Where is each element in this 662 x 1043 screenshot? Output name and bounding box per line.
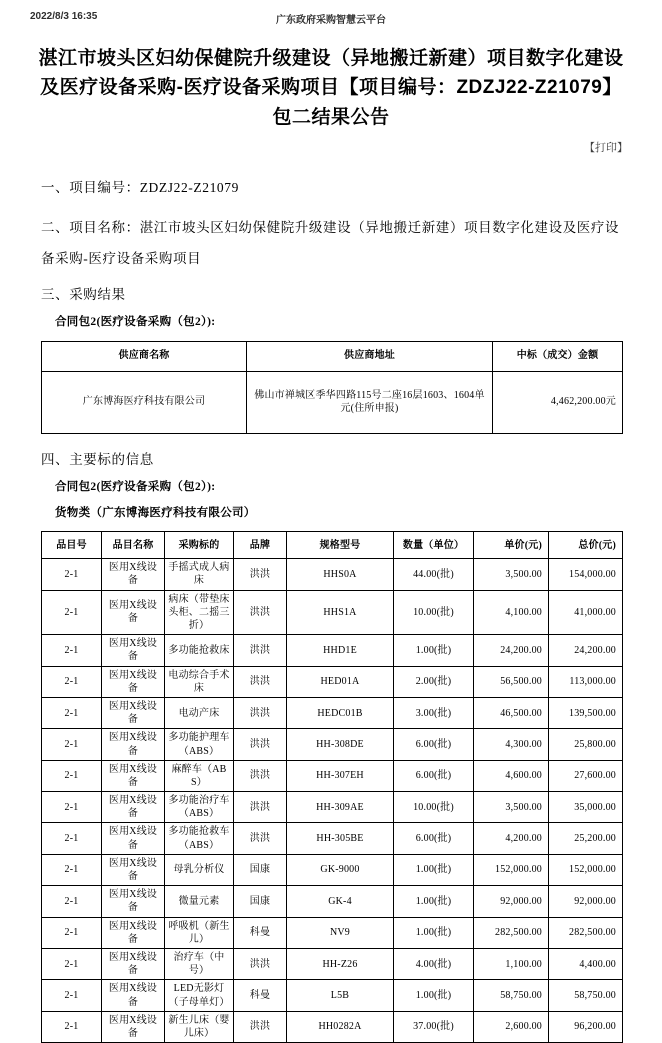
table-cell: 58,750.00 xyxy=(474,980,549,1011)
table-cell: 麻醉车（ABS） xyxy=(165,760,234,791)
header-cell: 采购标的 xyxy=(165,532,234,559)
table-cell: 洪洪 xyxy=(234,697,287,728)
table-cell: HHD1E xyxy=(287,635,394,666)
table-cell: 4,300.00 xyxy=(474,729,549,760)
section-project-number: 一、项目编号：ZDZJ22-Z21079 xyxy=(41,180,239,196)
header-cell: 供应商名称 xyxy=(42,341,247,371)
announcement-body xyxy=(0,178,662,1043)
goods-class-line: 货物类（广东博海医疗科技有限公司） xyxy=(55,507,256,519)
table-cell: HEDC01B xyxy=(287,697,394,728)
table-row xyxy=(42,760,623,791)
table-cell: 国康 xyxy=(234,854,287,885)
table-cell: 医用X线设备 xyxy=(102,886,165,917)
table-cell: 25,200.00 xyxy=(549,823,623,854)
table-cell: 2-1 xyxy=(42,559,102,590)
contract-package-result-line: 合同包2(医疗设备采购（包2）): xyxy=(55,316,216,329)
table-cell: 多功能治疗车（ABS） xyxy=(165,792,234,823)
table-cell: 洪洪 xyxy=(234,559,287,590)
table-cell: 2-1 xyxy=(42,666,102,697)
table-cell: 92,000.00 xyxy=(474,886,549,917)
table-cell: 2,600.00 xyxy=(474,1011,549,1042)
table-cell: 6.00(批) xyxy=(394,729,474,760)
items-table xyxy=(41,531,623,1043)
table-row xyxy=(42,371,623,433)
table-cell: 2-1 xyxy=(42,729,102,760)
platform-title: 广东政府采购智慧云平台 xyxy=(276,15,386,26)
print-header-bar xyxy=(0,0,662,26)
table-cell: 洪洪 xyxy=(234,666,287,697)
table-cell: 10.00(批) xyxy=(394,792,474,823)
table-cell: 4,400.00 xyxy=(549,948,623,979)
table-cell: 2-1 xyxy=(42,917,102,948)
header-row xyxy=(42,341,623,371)
table-cell: 洪洪 xyxy=(234,823,287,854)
table-cell: 2.00(批) xyxy=(394,666,474,697)
table-cell: 微量元素 xyxy=(165,886,234,917)
table-cell: 2-1 xyxy=(42,792,102,823)
header-row xyxy=(42,532,623,559)
table-cell: 佛山市禅城区季华四路115号二座16层1603、1604单元(住所申报) xyxy=(247,371,493,433)
table-cell: 282,500.00 xyxy=(474,917,549,948)
table-cell: 24,200.00 xyxy=(474,635,549,666)
table-cell: 2-1 xyxy=(42,1011,102,1042)
table-cell: 广东博海医疗科技有限公司 xyxy=(42,371,247,433)
table-cell: 1,100.00 xyxy=(474,948,549,979)
table-cell: NV9 xyxy=(287,917,394,948)
header-cell: 总价(元) xyxy=(549,532,623,559)
table-cell: GK-9000 xyxy=(287,854,394,885)
table-cell: 56,500.00 xyxy=(474,666,549,697)
table-cell: HHS1A xyxy=(287,590,394,635)
table-cell: 6.00(批) xyxy=(394,760,474,791)
table-cell: 1.00(批) xyxy=(394,917,474,948)
table-row xyxy=(42,666,623,697)
table-cell: 282,500.00 xyxy=(549,917,623,948)
header-cell: 中标（成交）金额 xyxy=(493,341,623,371)
page-title: 湛江市坡头区妇幼保健院升级建设（异地搬迁新建）项目数字化建设及医疗设备采购-医疗设备采购项目【项目编号：ZDZJ22-Z21079】包二结果公告 xyxy=(38,48,624,128)
table-cell: GK-4 xyxy=(287,886,394,917)
table-cell: 46,500.00 xyxy=(474,697,549,728)
table-cell: HH-309AE xyxy=(287,792,394,823)
table-cell: 2-1 xyxy=(42,948,102,979)
print-button[interactable]: 【打印】 xyxy=(584,142,628,155)
table-cell: 4,200.00 xyxy=(474,823,549,854)
header-cell: 数量（单位） xyxy=(394,532,474,559)
table-cell: 科曼 xyxy=(234,980,287,1011)
table-cell: 洪洪 xyxy=(234,1011,287,1042)
table-row xyxy=(42,590,623,635)
table-cell: 37.00(批) xyxy=(394,1011,474,1042)
header-cell: 品目号 xyxy=(42,532,102,559)
table-row xyxy=(42,917,623,948)
table-cell: 2-1 xyxy=(42,590,102,635)
table-cell: 152,000.00 xyxy=(549,854,623,885)
contract-package-subject-line: 合同包2(医疗设备采购（包2）): xyxy=(55,480,216,493)
table-cell: 1.00(批) xyxy=(394,886,474,917)
table-cell: 3,500.00 xyxy=(474,559,549,590)
table-row xyxy=(42,886,623,917)
table-cell: 洪洪 xyxy=(234,729,287,760)
table-cell: HH-Z26 xyxy=(287,948,394,979)
table-row xyxy=(42,792,623,823)
table-cell: 医用X线设备 xyxy=(102,559,165,590)
table-cell: 2-1 xyxy=(42,635,102,666)
table-cell: 多功能护理车（ABS） xyxy=(165,729,234,760)
table-cell: 母乳分析仪 xyxy=(165,854,234,885)
table-cell: 手摇式成人病床 xyxy=(165,559,234,590)
header-cell: 单价(元) xyxy=(474,532,549,559)
table-row xyxy=(42,1011,623,1042)
table-cell: 27,600.00 xyxy=(549,760,623,791)
table-cell: 医用X线设备 xyxy=(102,729,165,760)
table-cell: 152,000.00 xyxy=(474,854,549,885)
table-cell: 4.00(批) xyxy=(394,948,474,979)
table-cell: 2-1 xyxy=(42,980,102,1011)
table-cell: 电动综合手术床 xyxy=(165,666,234,697)
table-cell: 洪洪 xyxy=(234,792,287,823)
table-cell: 科曼 xyxy=(234,917,287,948)
table-cell: HH0282A xyxy=(287,1011,394,1042)
table-cell: 2-1 xyxy=(42,886,102,917)
table-cell: 病床（带垫床头柜、二摇三折） xyxy=(165,590,234,635)
table-cell: 医用X线设备 xyxy=(102,980,165,1011)
section-result-heading: 三、采购结果 xyxy=(41,287,126,302)
table-cell: 3,500.00 xyxy=(474,792,549,823)
table-cell: 35,000.00 xyxy=(549,792,623,823)
table-cell: 医用X线设备 xyxy=(102,760,165,791)
table-cell: 2-1 xyxy=(42,854,102,885)
table-cell: 洪洪 xyxy=(234,760,287,791)
table-cell: 医用X线设备 xyxy=(102,590,165,635)
header-cell: 品牌 xyxy=(234,532,287,559)
table-cell: LED无影灯（子母单灯） xyxy=(165,980,234,1011)
table-cell: 国康 xyxy=(234,886,287,917)
header-cell: 规格型号 xyxy=(287,532,394,559)
table-cell: HH-307EH xyxy=(287,760,394,791)
table-cell: 医用X线设备 xyxy=(102,1011,165,1042)
table-cell: 44.00(批) xyxy=(394,559,474,590)
table-cell: 154,000.00 xyxy=(549,559,623,590)
table-cell: 电动产床 xyxy=(165,697,234,728)
table-row xyxy=(42,697,623,728)
table-row xyxy=(42,854,623,885)
header-cell: 供应商地址 xyxy=(247,341,493,371)
table-cell: 139,500.00 xyxy=(549,697,623,728)
supplier-table xyxy=(41,341,623,434)
table-cell: 多功能抢救床 xyxy=(165,635,234,666)
table-cell: HED01A xyxy=(287,666,394,697)
table-cell: 多功能抢救车（ABS） xyxy=(165,823,234,854)
table-cell: 6.00(批) xyxy=(394,823,474,854)
table-cell: 洪洪 xyxy=(234,948,287,979)
table-row xyxy=(42,729,623,760)
table-cell: 医用X线设备 xyxy=(102,635,165,666)
table-cell: 新生儿床（婴儿床） xyxy=(165,1011,234,1042)
table-row xyxy=(42,823,623,854)
table-cell: 2-1 xyxy=(42,760,102,791)
header-cell: 品目名称 xyxy=(102,532,165,559)
table-cell: 113,000.00 xyxy=(549,666,623,697)
table-cell: 4,100.00 xyxy=(474,590,549,635)
table-cell: 呼吸机（新生儿） xyxy=(165,917,234,948)
table-cell: 10.00(批) xyxy=(394,590,474,635)
table-cell: 治疗车（中号） xyxy=(165,948,234,979)
table-cell: HHS0A xyxy=(287,559,394,590)
table-cell: 3.00(批) xyxy=(394,697,474,728)
table-cell: 医用X线设备 xyxy=(102,823,165,854)
table-row xyxy=(42,635,623,666)
section-project-name: 二、项目名称：湛江市坡头区妇幼保健院升级建设（异地搬迁新建）项目数字化建设及医疗设备采购-医疗设备采购项目 xyxy=(41,219,620,267)
table-cell: 医用X线设备 xyxy=(102,917,165,948)
table-cell: 医用X线设备 xyxy=(102,854,165,885)
table-cell: 4,600.00 xyxy=(474,760,549,791)
table-cell: HH-305BE xyxy=(287,823,394,854)
table-cell: 1.00(批) xyxy=(394,980,474,1011)
table-cell: 25,800.00 xyxy=(549,729,623,760)
table-cell: 1.00(批) xyxy=(394,635,474,666)
table-cell: 96,200.00 xyxy=(549,1011,623,1042)
table-cell: L5B xyxy=(287,980,394,1011)
table-cell: 2-1 xyxy=(42,697,102,728)
table-cell: 医用X线设备 xyxy=(102,697,165,728)
table-cell: 92,000.00 xyxy=(549,886,623,917)
section-subject-heading: 四、主要标的信息 xyxy=(41,451,154,467)
table-cell: 58,750.00 xyxy=(549,980,623,1011)
table-row xyxy=(42,980,623,1011)
table-cell: 洪洪 xyxy=(234,635,287,666)
table-cell: 4,462,200.00元 xyxy=(493,371,623,433)
table-cell: 医用X线设备 xyxy=(102,666,165,697)
print-row xyxy=(0,139,662,153)
print-timestamp: 2022/8/3 16:35 xyxy=(30,11,98,22)
table-cell: 41,000.00 xyxy=(549,590,623,635)
table-cell: HH-308DE xyxy=(287,729,394,760)
table-cell: 2-1 xyxy=(42,823,102,854)
table-row xyxy=(42,559,623,590)
table-cell: 24,200.00 xyxy=(549,635,623,666)
table-cell: 医用X线设备 xyxy=(102,792,165,823)
table-cell: 1.00(批) xyxy=(394,854,474,885)
table-cell: 医用X线设备 xyxy=(102,948,165,979)
table-cell: 洪洪 xyxy=(234,590,287,635)
table-row xyxy=(42,948,623,979)
